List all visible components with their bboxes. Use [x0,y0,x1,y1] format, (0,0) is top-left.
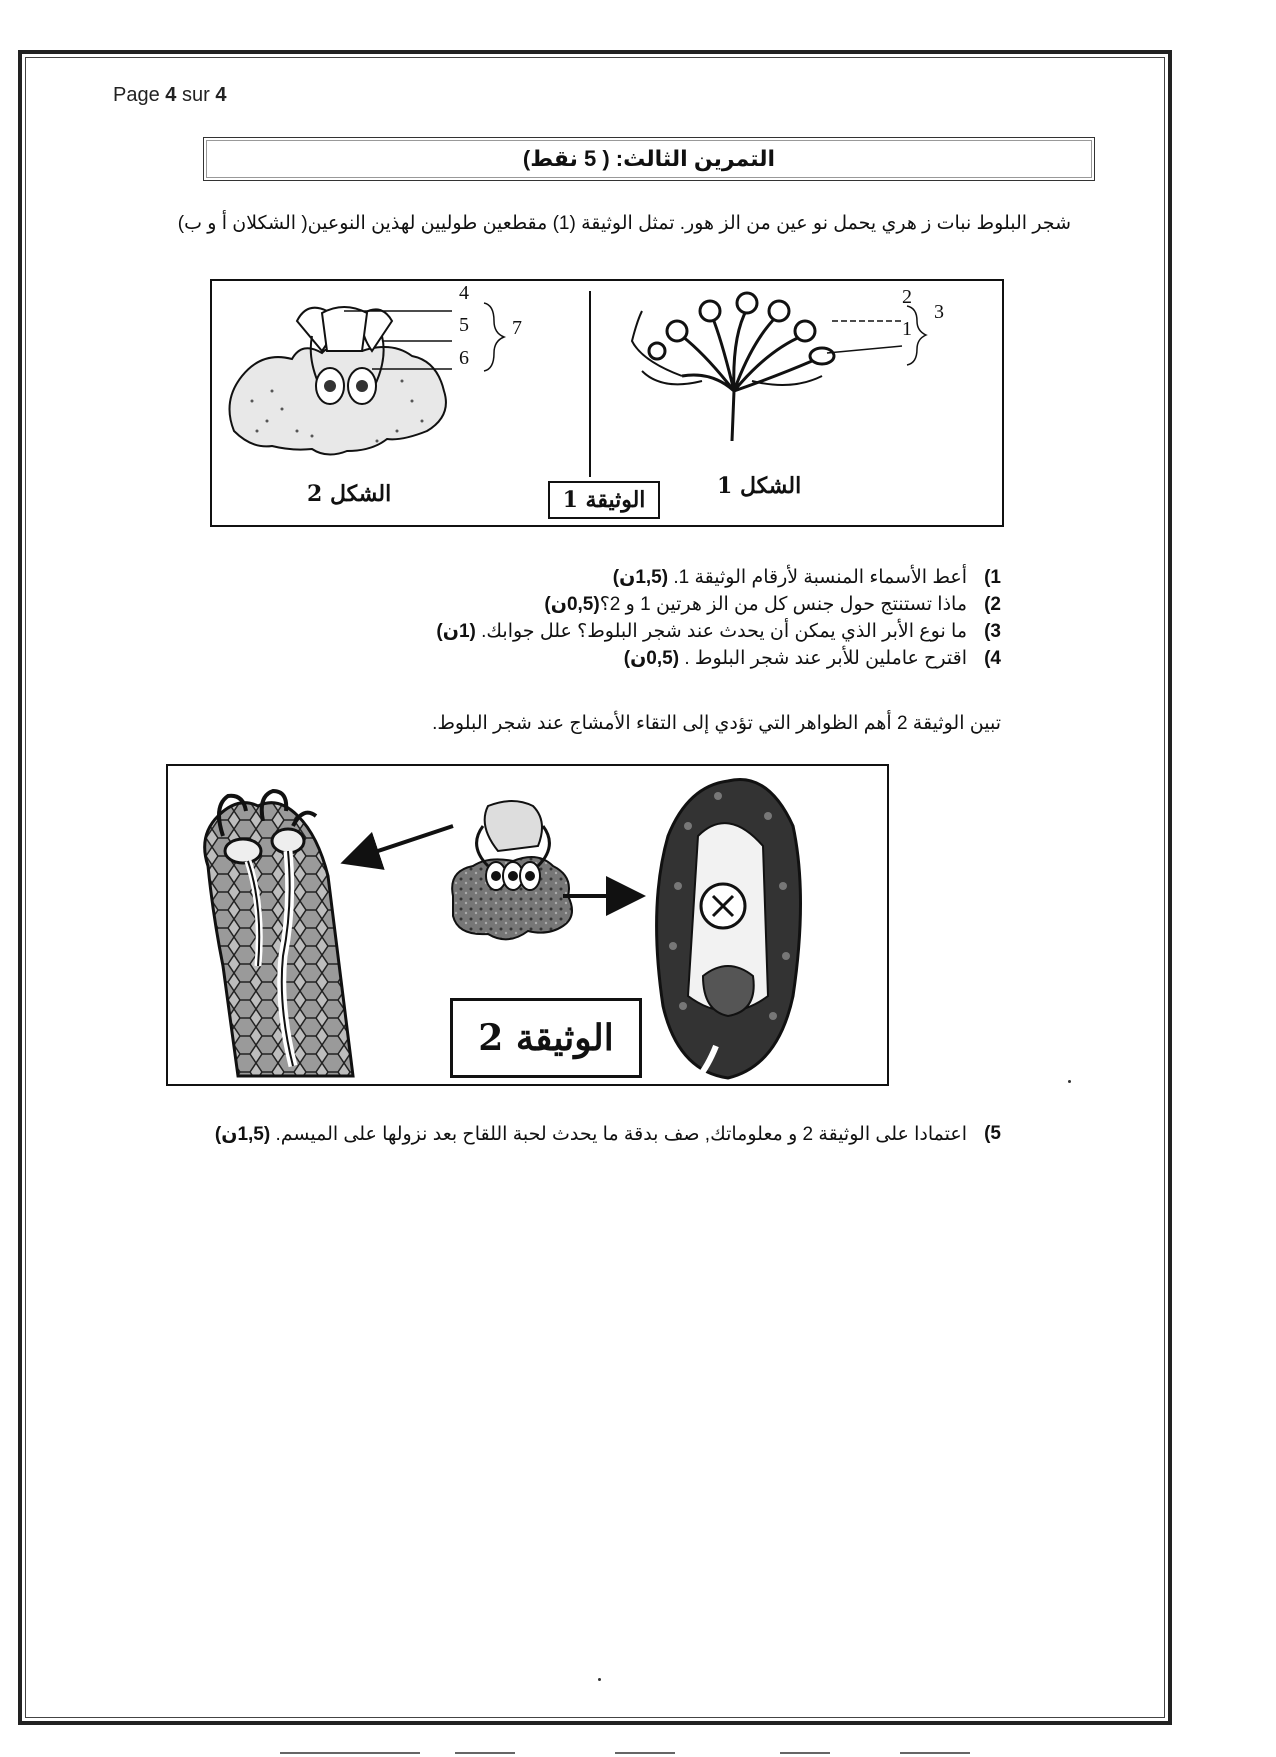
label-5: 5 [459,314,469,336]
female-flower-small-drawing [452,801,572,939]
scan-edge-line [900,1752,970,1754]
questions-list [101,564,1001,672]
document-1-figure [210,279,1004,527]
stigma-pollen-tube-drawing [205,791,353,1076]
paragraph-document-2-intro: تبين الوثيقة 2 أهم الظواهر التي تؤدي إلى التقاء الأمشاج عند شجر البلوط. [432,713,1001,734]
question-2: 2) ماذا تستنتج حول جنس كل من الز هرتين 1 و 2؟(0,5ن) [544,594,1001,615]
document-1-label: الوثيقة 1 [548,481,660,519]
document-2-label: الوثيقة 2 [450,998,642,1078]
exercise-title-box [203,137,1095,181]
male-flower-drawing [632,293,926,441]
ovule-embryo-sac-drawing [657,779,801,1078]
label-7: 7 [512,317,522,339]
label-6: 6 [459,347,469,369]
scan-edge-line [280,1752,420,1754]
question-1: 1) أعط الأسماء المنسبة لأرقام الوثيقة 1. (1,5ن) [612,567,1001,588]
scan-speck [1068,1080,1071,1083]
scan-edge-line [455,1752,515,1754]
label-3: 3 [934,301,944,323]
page-number: Page 4 sur 4 [113,84,227,106]
arrow-to-stigma [348,826,453,861]
label-2: 2 [902,286,912,308]
scan-speck [598,1678,601,1681]
label-1: 1 [902,318,912,340]
question-4: 4) اقترح عاملين للأبر عند شجر البلوط . (0,5ن) [623,648,1001,669]
question-3: 3) ما نوع الأبر الذي يمكن أن يحدث عند شجر البلوط؟ علل جوابك. (1ن) [436,621,1001,642]
scan-edge-line [780,1752,830,1754]
exercise-intro: شجر البلوط نبات ز هري يحمل نو عين من الز هور. تمثل الوثيقة (1) مقطعين طوليين لهذين النوعين( الشكلان أ و ب) [177,213,1071,234]
scan-edge-line [615,1752,675,1754]
figure-1-caption: الشكل 1 [717,473,802,499]
label-4: 4 [459,282,469,304]
question-5: 5) اعتمادا على الوثيقة 2 و معلوماتك, صف بدقة ما يحدث لحبة اللقاح بعد نزولها على الميسم. (1,5ن) [214,1123,1001,1145]
exercise-title: التمرين الثالث: ( 5 نقط) [522,146,776,171]
document-2-figure [166,764,889,1086]
figure-2-caption: الشكل 2 [307,481,392,507]
